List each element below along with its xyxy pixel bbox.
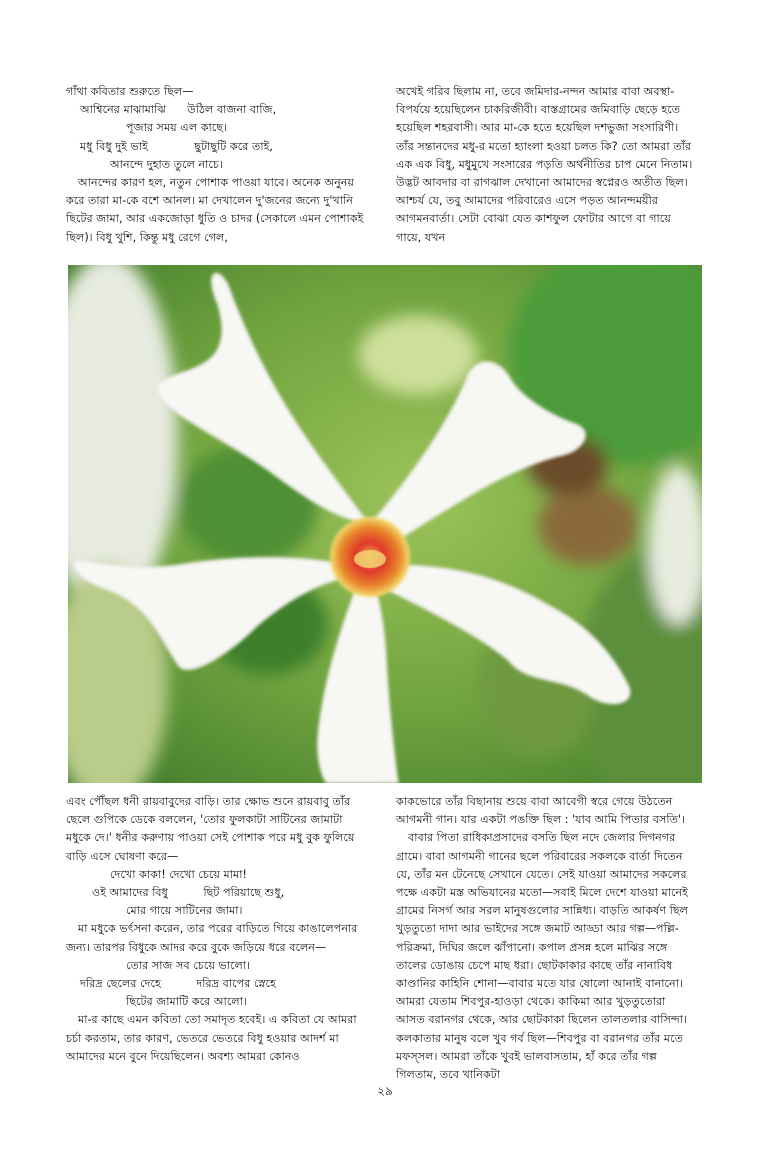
verse-line: আশ্বিনের মাঝামাঝি উঠিল বাজনা বাজি, <box>80 103 277 117</box>
verse-line: পূজার সময় এল কাছে। <box>126 121 228 135</box>
paragraph: মা-র কাছে এমন কবিতা তো সমাদৃত হবেই। এ কবিতা যে আমরা চর্চা করতাম, তার কারণ, ভেতরে ভেতরে বিধু হওয়ার আদর্শ মা আমাদের মনে বুনে দিয়েছিলেন। অবশ্য আমরা কোনও <box>66 1013 357 1063</box>
paragraph: আনন্দের কারণ হল, নতুন পোশাক পাওয়া যাবে। অনেক অনুনয় করে তারা মা-কে বশে আনল। মা দেখালেন দু'জনের জন্যে দু'খানি ছিটের জামা, আর একজোড়া ধুতি ও চাদর (সেকালে এমন পোশাকই ছিল)। বিধু খুশি, কিন্তু মধু রেগে গেল, <box>66 176 364 244</box>
paragraph: কাকভোরে তাঁর বিছানায় শুয়ে বাবা আবেগী স্বরে গেয়ে উঠতেন আগমনী গান। যার একটা পঙক্তি ছিল : 'যাব আমি পিতার বসতি'। <box>396 795 686 827</box>
column-top-left <box>66 83 366 247</box>
verse-line: দরিদ্র ছেলের দেহে দরিদ্র বাপের স্নেহে <box>80 977 276 991</box>
night-jasmine-flower-photo <box>68 265 702 783</box>
paragraph: এবং পৌঁছল ধনী রায়বাবুদের বাড়ি। তার ক্ষোভ শুনে রায়বাবু তাঁর ছেলে গুপিকে ডেকে বললেন, 'তোর ফুলকাটা সাটিনের জামাটা মধুকে দে।' ধনীর করুণায় পাওয়া সেই পোশাক পরে মধু বুক ফুলিয়ে বাড়ি এসে ঘোষণা করে— <box>66 795 355 863</box>
verse-line: দেখো কাকা! দেখো চেয়ে মামা! <box>110 867 247 881</box>
verse-line: তোর সাজ সব চেয়ে ভালো। <box>126 958 251 972</box>
paragraph: মা মধুকে ভর্ৎসনা করেন, তার পরের বাড়িতে গিয়ে কাঙালেপনার জন্য। তারপর বিধুকে আদর করে বুকে জড়িয়ে ধরে বলেন— <box>66 922 358 954</box>
verse-line: আনন্দে দুহাত তুলে নাচে। <box>110 157 223 171</box>
verse-line: মধু বিধু দুই ভাই ছুটাছুটি করে তাই, <box>80 139 273 153</box>
paragraph: বাবার পিতা রাধিকাপ্রসাদের বসতি ছিল নদে জেলার দিগনগর গ্রামে। বাবা আগমনী গানের ছলে পরিবারের সকলকে বার্তা দিতেন যে, তাঁর মন টেনেছে সেখানে যেতে। সেই যাওয়া আমাদের সকলের পক্ষে একটা মস্ত অভিযানের মতো—সবাই মিলে দেশে যাওয়া মানেই গ্রামের নিসর্গ আর সরল মানুষগুলোর সান্নিধ্য। বাড়তি আকর্ষণ ছিল খুড়তুতো দাদা আর ভাইদের সঙ্গে জমাট আড্ডা আর গল্প—পল্লি-পরিক্রমা, দিঘির জলে ঝাঁপানো। কপাল প্রসন্ন হলে মাঝির সঙ্গে তালের ডোঙায় চেপে মাছ ধরা। ছোটকাকার কাছে তাঁর নানাবিধ কাণ্ডানির কাহিনি শোনা—বাবার মতে যার ষোলো আনাই বানানো। আমরা যেতাম শিবপুর-হাওড়া থেকে। কাকিমা আর খুড়তুতোরা আসত বরানগর থেকে, আর ছোটকাকা ছিলেন তালতলার বাসিন্দা। কলকাতার মানুষ বলে খুব গর্ব ছিল—শিবপুর বা বরানগর তাঁর মতে মফস্সল। আমরা তাঁকে খুবই ভালবাসতাম, হাঁ করে তাঁর গল্প গিলতাম, তবে খানিকটা <box>396 831 688 1082</box>
paragraph: অখেই গরিব ছিলাম না, তবে জমিদার-নন্দন আমার বাবা অবস্থা-বিপর্যয়ে হয়েছিলেন চাকরিজীবী। বাস্তগ্রামের জমিবাড়ি ছেড়ে হতে হয়েছিল শহরবাসী। আর মা-কে হতে হয়েছিল দশভুজা সংসারিণী। তাঁর সন্তানদের মধু-র মতো হ্যাংলা হওয়া চলত কি? তো আমরা তাঁর এক এক বিধু, মধুমুখে সংসারের পড়তি অর্থনীতির চাপ মেনে নিতাম। উদ্ভট আবদার বা রাগঝাল দেখানো আমাদের স্বপ্নেরও অতীত ছিল। আশ্চর্য যে, তবু আমাদের পরিবারেও এসে পড়ত আনন্দময়ীর আগমনবার্তা। সেটা বোঝা যেত কাশফুল ফোটার আগে বা গায়ে গায়ে, যখন <box>396 85 693 244</box>
page-number: ২৯ <box>377 1084 393 1098</box>
verse-line: ওই আমাদের বিধু ছিট পরিয়াছে শুধু, <box>92 886 285 900</box>
column-bottom-right <box>396 793 696 1084</box>
column-top-right <box>396 83 696 247</box>
verse-line: ছিটের জামাটি করে আলো। <box>126 995 248 1009</box>
poem-intro: গাঁথা কবিতার শুরুতে ছিল— <box>66 85 194 98</box>
column-bottom-left <box>66 793 366 1066</box>
verse-line: মোর গায়ে সাটিনের জামা। <box>126 904 243 918</box>
